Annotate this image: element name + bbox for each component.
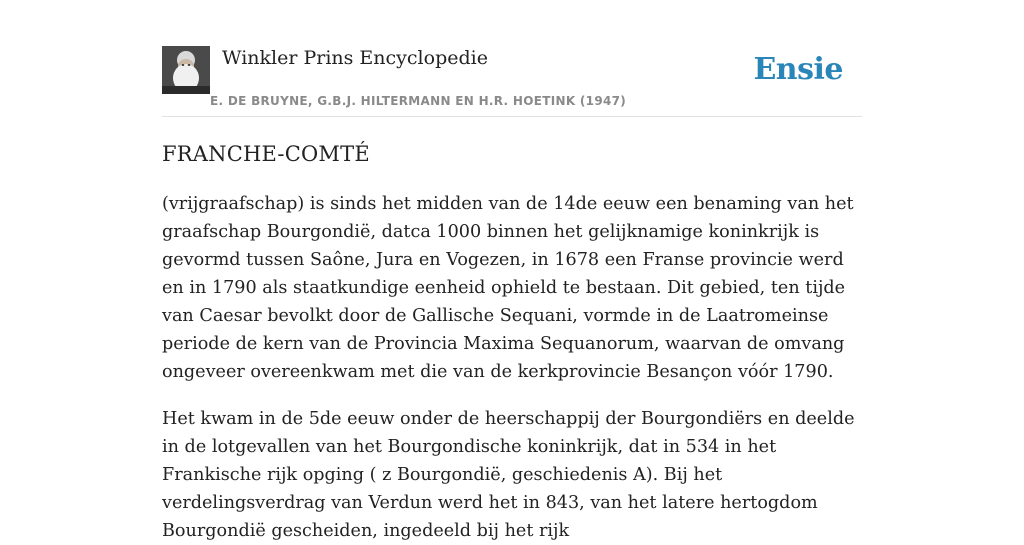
article-paragraph: Het kwam in de 5de eeuw onder de heerschappij der Bourgondiërs en deelde in de lotgevallen van het Bourgondische koninkrijk, dat in 534 in het Frankische rijk opging ( z Bourgondië, geschiedenis A). Bij het verdelingsverdrag van Verdun werd het in 843, van het latere hertogdom Bourgondië gescheiden, ingedeeld bij het rijk — [162, 409, 855, 541]
source-header — [162, 46, 862, 117]
brand-logo[interactable]: Ensie — [753, 52, 843, 87]
authors-line: E. DE BRUYNE, G.B.J. HILTERMANN EN H.R. HOETINK (1947) — [210, 94, 627, 108]
encyclopedia-title[interactable]: Winkler Prins Encyclopedie — [222, 47, 488, 69]
article-paragraph: (vrijgraafschap) is sinds het midden van de 14de eeuw een benaming van het graafschap Bourgondië, datca 1000 binnen het gelijknamige koninkrijk is gevormd tussen Saône, Jura en Vogezen, in 1678 een Franse provincie werd en in 1790 als staatkundige eenheid ophield te bestaan. Dit gebied, ten tijde van Caesar bevolkt door de Gallische Sequani, vormde in de Laatromeinse periode de kern van de Provincia Maxima Sequanorum, waarvan de omvang ongeveer overeenkwam met die van de kerkprovincie Besançon vóór 1790. — [162, 194, 854, 382]
article-title: FRANCHE-COMTÉ — [162, 142, 370, 166]
bearded-man-portrait-icon[interactable] — [162, 46, 210, 94]
article-body — [162, 190, 862, 545]
page — [162, 0, 862, 545]
